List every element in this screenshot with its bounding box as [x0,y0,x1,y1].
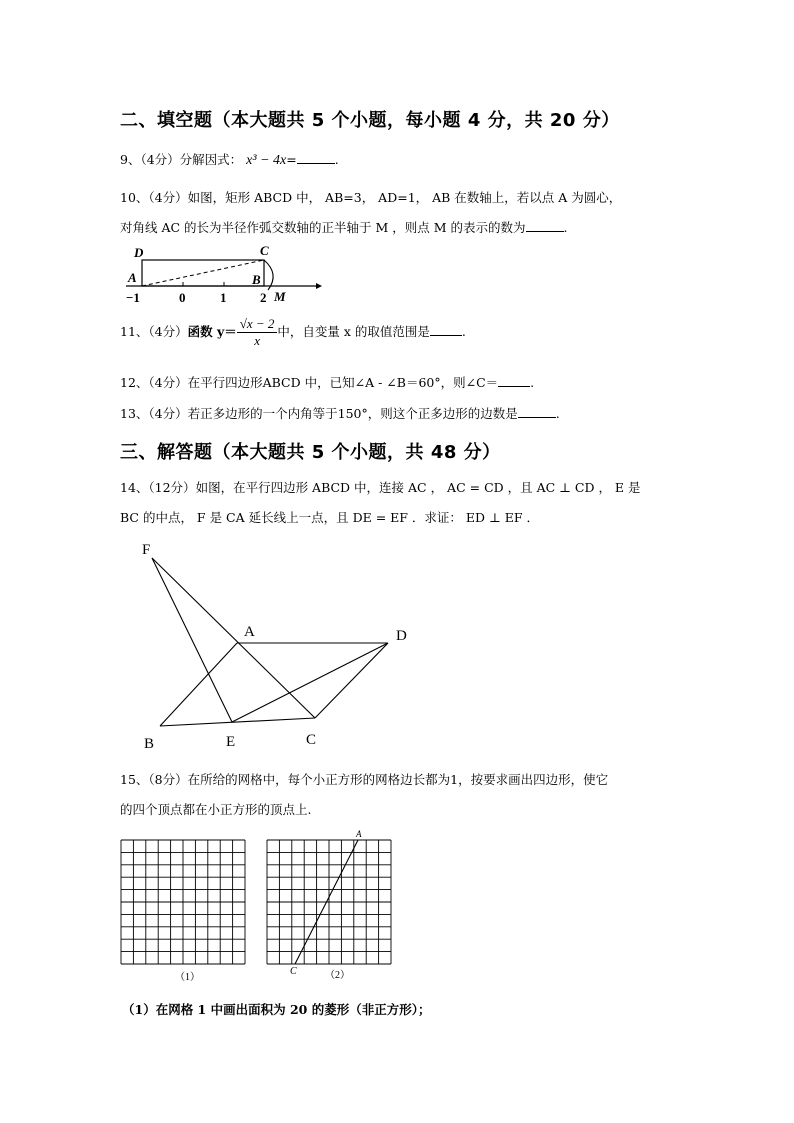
label-a: A [356,829,362,839]
question-11-fraction [237,316,278,349]
question-10-line-2 [120,218,568,236]
question-12-answer-blank[interactable] [498,376,530,387]
question-10-number: 10、（4分） [120,190,188,205]
question-15-line-2 [120,800,311,818]
question-12-number: 12、（4分） [120,375,188,390]
question-10-answer-blank[interactable] [526,221,564,232]
diagonal-ac [142,260,264,286]
question-11-suffix: 中，自变量 x 的取值范围是 [277,324,430,339]
segment-cd [315,643,388,718]
label-f: F [142,542,151,558]
label-d: D [134,245,144,260]
question-9: 9、（4分）分解因式： x³ − 4x= . [120,152,339,168]
question-10-figure [116,240,326,308]
question-9-answer-blank[interactable] [297,153,335,164]
label-b: B [144,736,155,752]
question-11-answer-blank[interactable] [430,325,462,336]
question-9-text: 分解因式： [179,152,243,167]
grid-2[interactable] [263,828,395,984]
question-14-text-1: 如图，在平行四边形 ABCD 中，连接 AC ， AC = CD ，且 AC ⊥ CD ， E 是 [195,480,641,495]
fraction-numerator: √x − 2 [237,316,278,333]
question-10-period: . [563,220,568,235]
question-11-prefix: 函数 y＝ [187,324,237,339]
question-15-text-1: 在所给的网格中，每个小正方形的网格边长都为1，按要求画出四边形，使它 [187,772,609,787]
question-11-number: 11、（4分） [120,324,188,339]
question-10-text-2: 对角线 AC 的长为半径作弧交数轴的正半轴于 M ，则点 M 的表示的数为 [120,220,526,235]
question-12-text: 在平行四边形ABCD 中，已知∠A - ∠B＝60°，则∠C＝ [187,375,499,390]
segment-fc [152,558,315,718]
question-13-period: . [555,406,560,421]
label-d: D [396,628,407,644]
question-15-text-2: 的四个顶点都在小正方形的顶点上. [120,802,312,817]
question-15-line-1 [120,770,608,788]
question-14-text-2: BC 的中点， F 是 CA 延长线上一点，且 DE = EF ．求证： ED ⊥ EF ． [120,510,540,525]
question-10-line-1 [120,188,621,206]
question-13 [120,404,560,422]
grid-2-caption: （2） [325,970,350,981]
question-12 [120,373,534,391]
grid-1-caption: （1） [175,972,200,983]
tick-0: 0 [179,290,186,305]
label-c: C [306,732,317,748]
question-13-answer-blank[interactable] [518,407,556,418]
fraction-denominator: x [254,333,260,348]
question-9-number: 9、（4分） [120,152,180,167]
tick-1: 1 [220,290,227,305]
axis-arrow-icon [316,283,322,289]
question-11-period: . [461,324,466,339]
question-10-text-1: 如图，矩形 ABCD 中， AB=3， AD=1， AB 在数轴上，若以点 A 为圆心， [187,190,622,205]
section-3-title: 三、解答题（本大题共 5 个小题，共 48 分） [120,442,501,463]
question-11 [120,316,466,349]
question-9-equals: = [286,152,297,167]
segment-ef [152,558,232,722]
question-14-line-1 [120,478,641,496]
label-a: A [128,270,137,285]
question-14-figure [130,536,430,756]
question-13-text: 若正多边形的一个内角等于150°，则这个正多边形的边数是 [187,406,518,421]
question-12-period: . [530,375,535,390]
label-c: C [260,243,269,258]
question-14-number: 14、（12分） [120,480,196,495]
tick-2: 2 [260,290,267,305]
label-c: C [290,966,297,977]
question-14-line-2 [120,508,539,526]
grid-1[interactable] [119,838,249,984]
question-15-number: 15、（8分） [120,772,188,787]
question-9-expression: x³ − 4x [246,153,287,168]
segment-ed [232,643,388,722]
question-13-number: 13、（4分） [120,406,188,421]
tick-minus-1: −1 [126,290,140,305]
label-m: M [274,289,286,304]
label-b: B [252,272,261,287]
question-15-part-1: （1）在网格 1 中画出面积为 20 的菱形（非正方形）； [122,1002,431,1017]
section-2-title: 二、填空题（本大题共 5 个小题，每小题 4 分，共 20 分） [120,110,620,131]
label-a: A [244,624,255,640]
label-e: E [226,734,236,750]
segment-ab [160,643,237,726]
